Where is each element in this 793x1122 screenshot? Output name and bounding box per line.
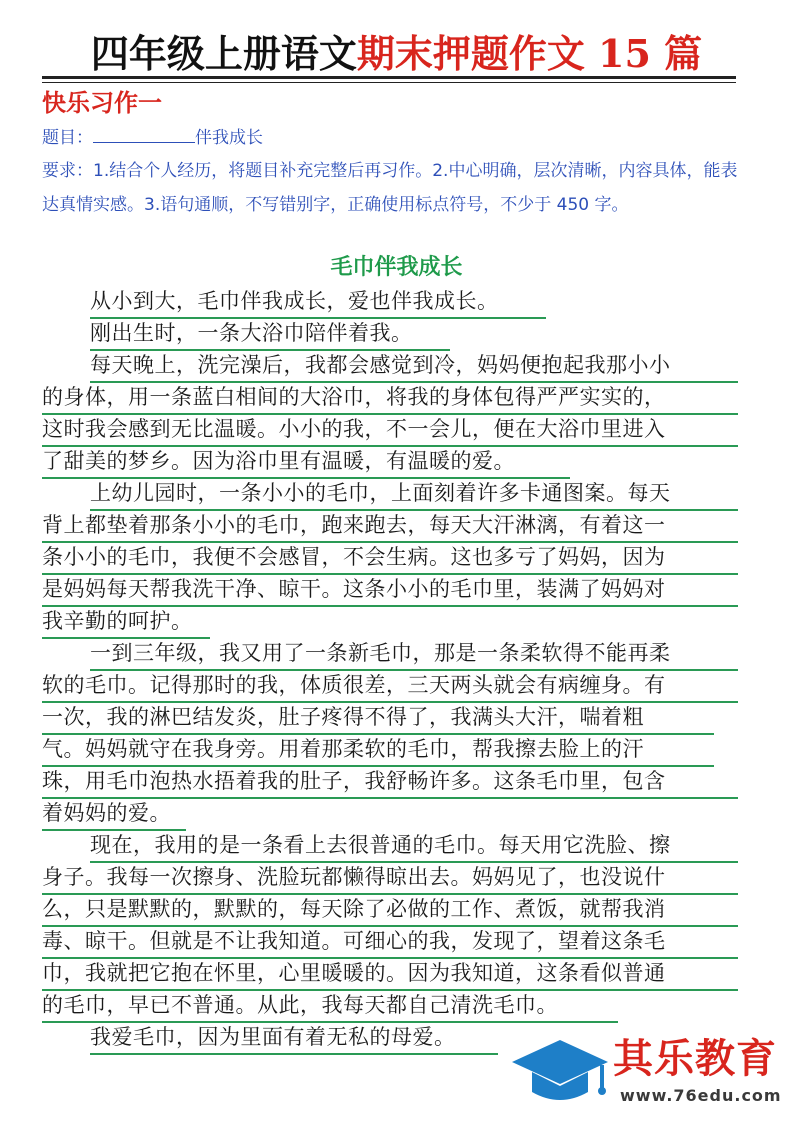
essay-line: 的毛巾，早已不普通。从此，我每天都自己清洗毛巾。 xyxy=(42,989,618,1023)
topic-line xyxy=(42,124,263,152)
logo-url: www.76edu.com xyxy=(620,1086,782,1105)
header-rule-thick xyxy=(42,76,736,79)
essay-line: 了甜美的梦乡。因为浴巾里有温暖，有温暖的爱。 xyxy=(42,445,570,479)
essay-line: 上幼儿园时，一条小小的毛巾，上面刻着许多卡通图案。每天 xyxy=(90,477,738,511)
essay-line: 毒、晾干。但就是不让我知道。可细心的我，发现了，望着这条毛 xyxy=(42,925,738,959)
header-title-red: 期末押题作文 15 篇 xyxy=(356,31,703,76)
header-rule-thin xyxy=(42,82,736,83)
essay-line: 条小小的毛巾，我便不会感冒，不会生病。这也多亏了妈妈，因为 xyxy=(42,541,738,575)
graduation-cap-icon xyxy=(510,1030,610,1110)
essay-line: 么，只是默默的，默默的，每天除了必做的工作、煮饭，就帮我消 xyxy=(42,893,738,927)
page-header xyxy=(0,30,793,78)
essay-line: 刚出生时，一条大浴巾陪伴着我。 xyxy=(90,317,450,351)
essay-line: 珠，用毛巾泡热水捂着我的肚子，我舒畅许多。这条毛巾里，包含 xyxy=(42,765,738,799)
requirements-text: 要求：1.结合个人经历，将题目补充完整后再习作。2.中心明确，层次清晰，内容具体，能表达真情实感。3.语句通顺，不写错别字，正确使用标点符号，不少于 450 字。 xyxy=(42,161,738,215)
essay-line: 一次，我的淋巴结发炎，肚子疼得不得了，我满头大汗，喘着粗 xyxy=(42,701,714,735)
essay-line: 现在，我用的是一条看上去很普通的毛巾。每天用它洗脸、擦 xyxy=(90,829,738,863)
essay-line: 气。妈妈就守在我身旁。用着那柔软的毛巾，帮我擦去脸上的汗 xyxy=(42,733,714,767)
essay-line: 一到三年级，我又用了一条新毛巾，那是一条柔软得不能再柔 xyxy=(90,637,738,671)
essay-line: 巾，我就把它抱在怀里，心里暖暖的。因为我知道，这条看似普通 xyxy=(42,957,738,991)
essay-line: 的身体，用一条蓝白相间的大浴巾，将我的身体包得严严实实的， xyxy=(42,381,738,415)
topic-blank xyxy=(93,126,195,143)
essay-line: 我爱毛巾，因为里面有着无私的母爱。 xyxy=(90,1021,498,1055)
essay-line: 背上都垫着那条小小的毛巾，跑来跑去，每天大汗淋漓，有着这一 xyxy=(42,509,738,543)
essay-line: 每天晚上，洗完澡后，我都会感觉到冷，妈妈便抱起我那小小 xyxy=(90,349,738,383)
essay-line: 着妈妈的爱。 xyxy=(42,797,186,831)
brand-logo xyxy=(510,1030,785,1110)
essay-title: 毛巾伴我成长 xyxy=(330,255,463,280)
essay-line: 这时我会感到无比温暖。小小的我，不一会儿，便在大浴巾里进入 xyxy=(42,413,738,447)
header-title-black: 四年级上册语文 xyxy=(90,31,357,76)
logo-name: 其乐教育 xyxy=(613,1036,777,1082)
essay-line: 从小到大，毛巾伴我成长，爱也伴我成长。 xyxy=(90,285,546,319)
essay-line: 是妈妈每天帮我洗干净、晾干。这条小小的毛巾里，装满了妈妈对 xyxy=(42,573,738,607)
topic-suffix: 伴我成长 xyxy=(195,128,263,148)
essay-line: 我辛勤的呵护。 xyxy=(42,605,210,639)
essay-line: 身子。我每一次擦身、洗脸玩都懒得晾出去。妈妈见了，也没说什 xyxy=(42,861,738,895)
topic-prefix: 题目： xyxy=(42,128,93,148)
essay-line: 软的毛巾。记得那时的我，体质很差，三天两头就会有病缠身。有 xyxy=(42,669,738,703)
section-title: 快乐习作一 xyxy=(42,89,162,117)
